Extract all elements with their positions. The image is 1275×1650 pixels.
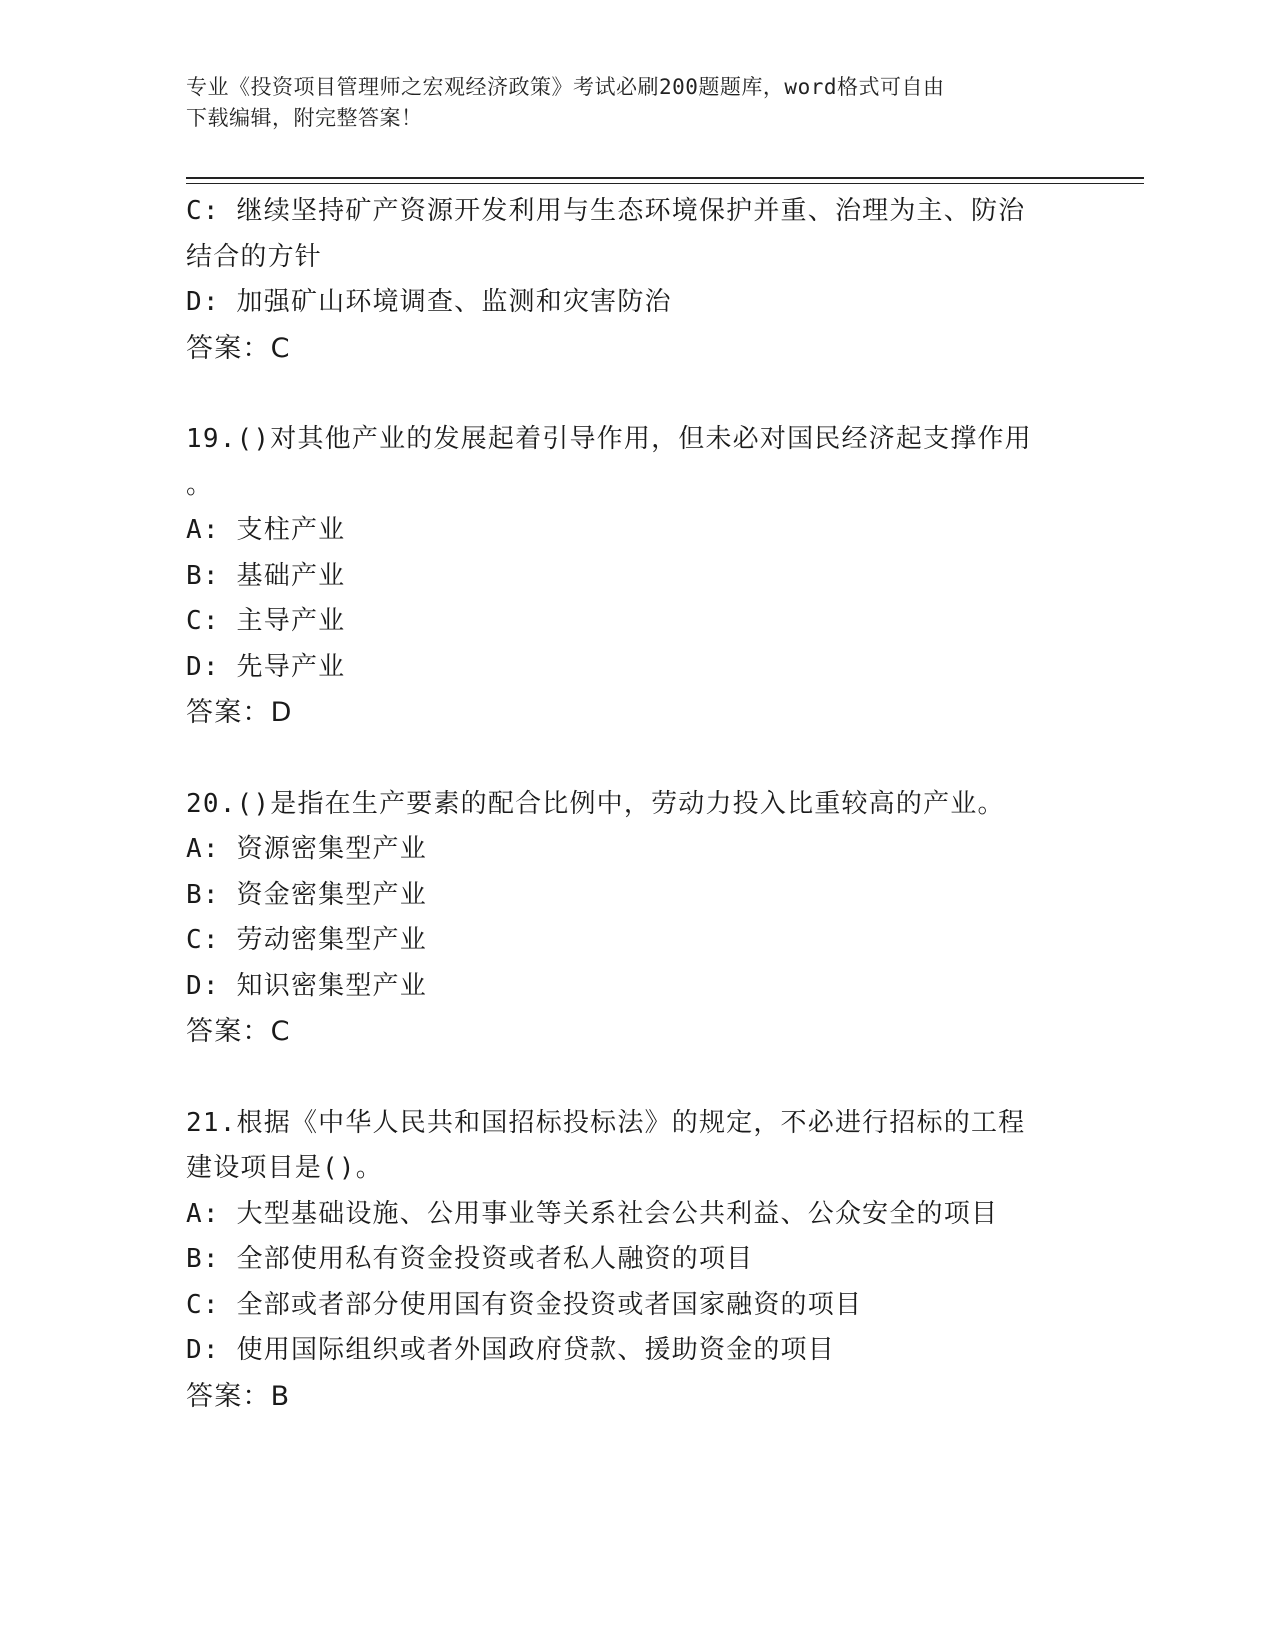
option-b: B: 基础产业 — [186, 560, 346, 591]
header-title-line-2: 下载编辑，附完整答案！ — [186, 106, 423, 130]
option-c: C: 继续坚持矿产资源开发利用与生态环境保护并重、治理为主、防治 — [186, 196, 1026, 226]
option-c: C: 主导产业 — [186, 606, 346, 636]
document-header — [186, 72, 1066, 134]
answer: 答案：B — [186, 1380, 291, 1412]
spacer — [186, 736, 1066, 782]
option-b: B: 资金密集型产业 — [186, 879, 427, 910]
option-c-continued: 结合的方针 — [186, 241, 323, 272]
header-divider-thick — [186, 177, 1144, 179]
header-divider-thin — [186, 183, 1144, 184]
question-list — [186, 189, 1066, 1419]
spacer — [186, 1055, 1066, 1101]
option-a: A: 大型基础设施、公用事业等关系社会公共利益、公众安全的项目 — [186, 1198, 999, 1229]
option-d: D: 知识密集型产业 — [186, 970, 427, 1001]
option-c: C: 全部或者部分使用国有资金投资或者国家融资的项目 — [186, 1289, 863, 1320]
option-d: D: 先导产业 — [186, 651, 346, 682]
question-18-continued — [186, 189, 1066, 371]
option-a: A: 支柱产业 — [186, 515, 346, 545]
answer: 答案：C — [186, 332, 291, 364]
question-21 — [186, 1101, 1066, 1420]
header-title-line-1: 专业《投资项目管理师之宏观经济政策》考试必刷200题题库，word格式可自由 — [186, 75, 945, 99]
option-a: A: 资源密集型产业 — [186, 834, 427, 864]
option-b: B: 全部使用私有资金投资或者私人融资的项目 — [186, 1244, 754, 1274]
option-d: D: 使用国际组织或者外国政府贷款、援助资金的项目 — [186, 1335, 835, 1365]
answer: 答案：C — [186, 1016, 291, 1047]
question-19 — [186, 417, 1066, 736]
question-stem-continued: 建设项目是()。 — [186, 1153, 383, 1183]
option-c: C: 劳动密集型产业 — [186, 925, 427, 955]
question-stem-continued: 。 — [186, 469, 214, 500]
answer: 答案：D — [186, 697, 293, 728]
question-stem: 21.根据《中华人民共和国招标投标法》的规定，不必进行招标的工程 — [186, 1107, 1026, 1138]
option-d: D: 加强矿山环境调查、监测和灾害防治 — [186, 287, 672, 317]
question-20 — [186, 782, 1066, 1055]
spacer — [186, 371, 1066, 417]
question-stem: 20.()是指在生产要素的配合比例中，劳动力投入比重较高的产业。 — [186, 788, 1005, 819]
question-stem: 19.()对其他产业的发展起着引导作用，但未必对国民经济起支撑作用 — [186, 424, 1032, 454]
